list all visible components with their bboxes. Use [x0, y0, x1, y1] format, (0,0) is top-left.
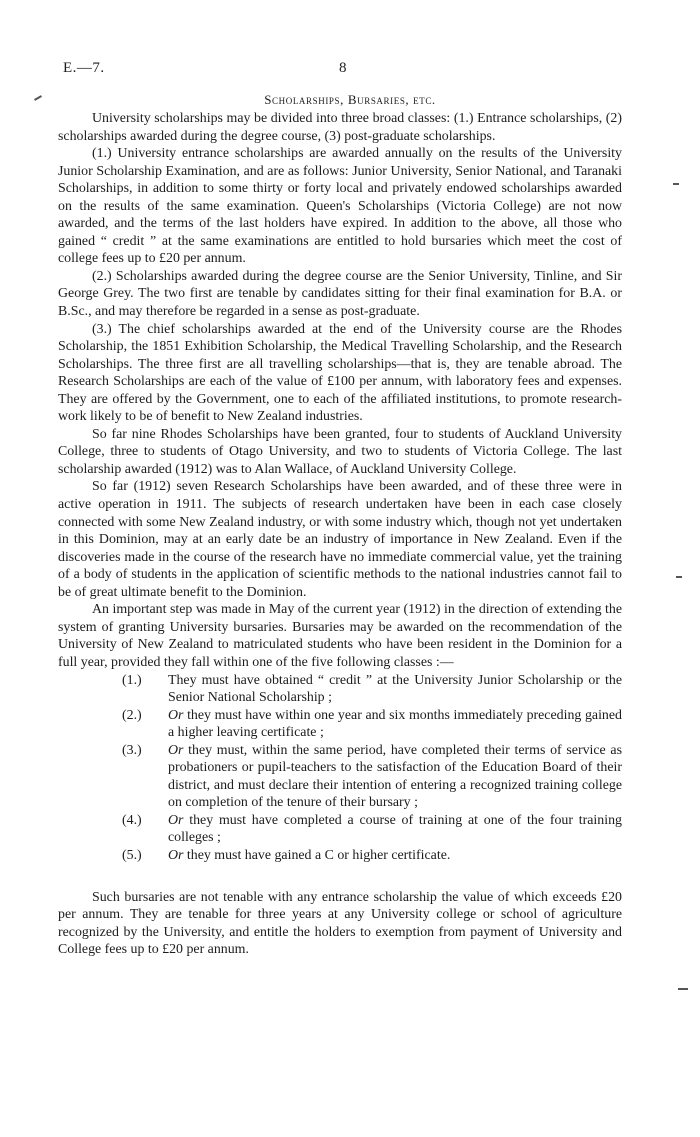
list-item: [122, 672, 622, 707]
scan-mark: [673, 183, 679, 185]
paragraph-degree-scholarships: (2.) Scholarships awarded during the degree course are the Senior University, Tinline, and Sir George Grey. The two first are tenable by candidates sitting for their final examination for B.A. or B.Sc., and may therefore be regarded in a sense as post-graduate.: [58, 268, 622, 320]
list-item-number: (3.): [122, 742, 142, 758]
paragraph-bursaries: An important step was made in May of the current year (1912) in the direction of extending the system of granting University bursaries. Bursaries may be awarded on the recommendation of the University of New Zealand to matriculated students who have been resident in the Dominion for a full year, provided they fall within one of the five following classes :—: [58, 602, 622, 670]
list-item-text: they must have within one year and six months immediately preceding gained a higher leaving certificate ;: [168, 707, 622, 741]
list-item-text: they must have completed a course of training at one of the four training colleges ;: [168, 812, 622, 846]
spacer: [58, 865, 622, 889]
page-number: 8: [339, 60, 347, 76]
list-item-lead: Or: [168, 707, 184, 723]
list-item-lead: Or: [168, 847, 184, 863]
list-item-number: (4.): [122, 812, 142, 828]
list-item-text: they must have gained a C or higher certificate.: [183, 847, 451, 863]
list-item: [122, 707, 622, 742]
list-item-lead: Or: [168, 812, 184, 828]
section-heading: Scholarships, Bursaries, etc.: [264, 92, 436, 107]
list-item-text: they must, within the same period, have completed their terms of service as probationers or pupil-teachers to the satisfaction of the Education Board of their district, and must declare their intention of entering a recognized training college on completion of the tenure of their bursary ;: [168, 742, 622, 811]
list-item-lead: Or: [168, 742, 184, 758]
scan-mark: [676, 576, 682, 578]
paragraph-closing: Such bursaries are not tenable with any entrance scholarship the value of which exceeds £20 per annum. They are tenable for three years at any University college or school of agriculture recognized by the University, and entitle the holders to exemption from payment of University and College fees up to £20 per annum.: [58, 889, 622, 958]
paragraph-intro: University scholarships may be divided into three broad classes: (1.) Entrance scholarships, (2) scholarships awarded during the degree course, (3) post-graduate scholarships.: [58, 111, 622, 144]
scan-mark: [678, 988, 688, 990]
list-item-number: (1.): [122, 672, 142, 688]
list-item-number: (5.): [122, 847, 142, 863]
body-text: [58, 110, 622, 959]
list-item: [122, 812, 622, 847]
list-item-number: (2.): [122, 707, 142, 723]
list-item: [122, 742, 622, 812]
paragraph-entrance-scholarships: (1.) University entrance scholarships are awarded annually on the results of the University Junior Scholarship Examination, and are as follows: Junior University, Senior National, and Taranaki Scholarships, in addition to some thirty or forty local and privately endowed scholarships awarded on the results of the same examination. Queen's Scholarships (Victoria College) are not now awarded, and the terms of the last holders have expired. In addition to the above, all those who gained “ credit ” at the same examinations are entitled to hold bursaries which meet the cost of college fees up to £20 per annum.: [58, 146, 622, 267]
list-item-text: They must have obtained “ credit ” at the University Junior Scholarship or the Senior National Scholarship ;: [168, 672, 622, 706]
paragraph-rhodes-scholarships: So far nine Rhodes Scholarships have been granted, four to students of Auckland University College, three to students of Otago University, and two to students of Victoria College. The last scholarship awarded (1912) was to Alan Wallace, of Auckland University College.: [58, 426, 622, 477]
paragraph-research-scholarships: So far (1912) seven Research Scholarships have been awarded, and of these three were in active operation in 1911. The subjects of research undertaken have been in each case closely connected with some New Zealand industry, or with some industry which, though not yet undertaken in this Dominion, may at an early date be an industry of importance in New Zealand. Even if the discoveries made in the course of the research have no immediate commercial value, yet the training of a body of students in the application of scientific methods to the national industries cannot fail to be of great ultimate benefit to the Dominion.: [58, 479, 622, 600]
list-item: [122, 847, 622, 865]
bursary-classes-list: [58, 672, 622, 865]
document-reference: E.—7.: [63, 60, 105, 76]
paragraph-postgraduate-scholarships: (3.) The chief scholarships awarded at the end of the University course are the Rhodes Scholarship, the 1851 Exhibition Scholarship, the Medical Travelling Scholarship, and the Research Scholarships. The three first are all travelling scholarships—that is, they are tenable abroad. The Research Scholarships are each of the value of £100 per annum, with laboratory fees and expenses. They are offered by the Government, one to each of the affiliated institutions, to promote research-work likely to be of benefit to New Zealand industries.: [58, 321, 622, 425]
